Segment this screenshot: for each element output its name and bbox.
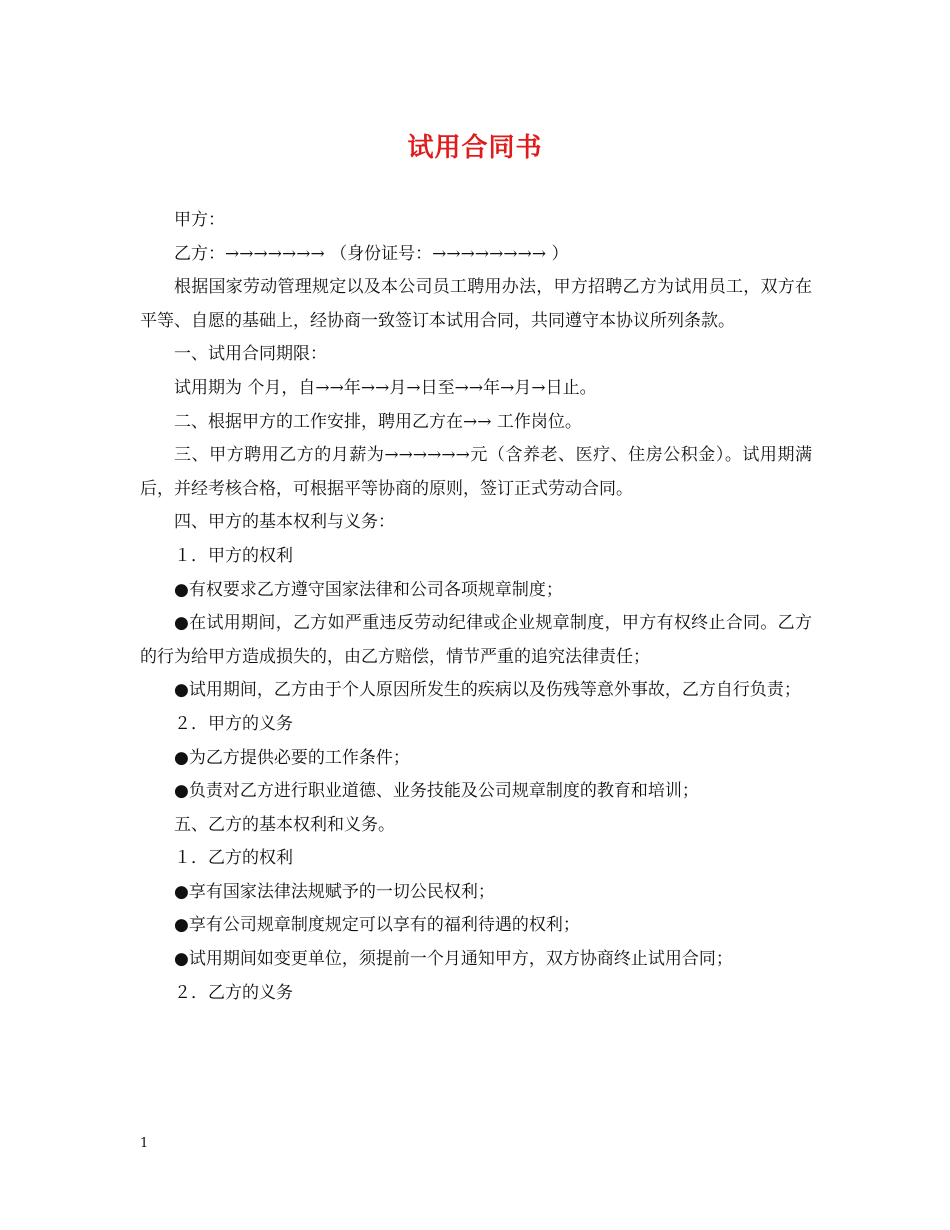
- party-a-duty-item: ●为乙方提供必要的工作条件；: [174, 747, 410, 768]
- party-a-duties-heading: ２．甲方的义务: [174, 713, 293, 734]
- party-b-right-item: ●享有公司规章制度规定可以享有的福利待遇的权利；: [174, 915, 580, 936]
- document-title: 试用合同书: [407, 133, 543, 163]
- party-b-duties-heading: ２．乙方的义务: [174, 982, 293, 1003]
- party-b-line: 乙方：→→→→→→→ （身份证号：→→→→→→→→ ）: [174, 243, 569, 264]
- party-a-rights-heading: １．甲方的权利: [174, 545, 293, 566]
- party-a-right-item: ●在试用期间，乙方如严重违反劳动纪律或企业规章制度，甲方有权终止合同。乙方的行为给甲方造成损失的，由乙方赔偿，情节严重的追究法律责任；: [140, 613, 812, 667]
- section-5-heading: 五、乙方的基本权利和义务。: [174, 814, 395, 835]
- section-4-heading: 四、甲方的基本权利与义务：: [174, 512, 395, 533]
- document-body: [140, 204, 812, 1010]
- party-b-right-item: ●享有国家法律法规赋予的一切公民权利；: [174, 881, 495, 902]
- page-number: 1: [140, 1136, 149, 1151]
- party-a-line: 甲方：: [174, 210, 225, 230]
- party-a-right-item: ●有权要求乙方遵守国家法律和公司各项规章制度；: [174, 579, 563, 600]
- section-1-heading: 一、试用合同期限：: [174, 344, 327, 365]
- party-a-right-item: ●试用期间，乙方由于个人原因所发生的疾病以及伤残等意外事故，乙方自行负责；: [174, 680, 801, 701]
- trial-period-line: 试用期为 个月，自→→年→→月→日至→→年→月→日止。: [174, 377, 597, 398]
- section-3-paragraph: 三、甲方聘用乙方的月薪为→→→→→→元（含养老、医疗、住房公积金）。试用期满后，并经考核合格，可根据平等协商的原则，签订正式劳动合同。: [140, 445, 812, 499]
- party-b-right-item: ●试用期间如变更单位，须提前一个月通知甲方，双方协商终止试用合同；: [174, 949, 733, 970]
- section-2-paragraph: 二、根据甲方的工作安排，聘用乙方在→→ 工作岗位。: [174, 411, 582, 432]
- preamble-paragraph: 根据国家劳动管理规定以及本公司员工聘用办法，甲方招聘乙方为试用员工，双方在平等、自愿的基础上，经协商一致签订本试用合同，共同遵守本协议所列条款。: [140, 277, 812, 331]
- party-a-duty-item: ●负责对乙方进行职业道德、业务技能及公司规章制度的教育和培训；: [174, 781, 699, 802]
- party-b-rights-heading: １．乙方的权利: [174, 848, 293, 869]
